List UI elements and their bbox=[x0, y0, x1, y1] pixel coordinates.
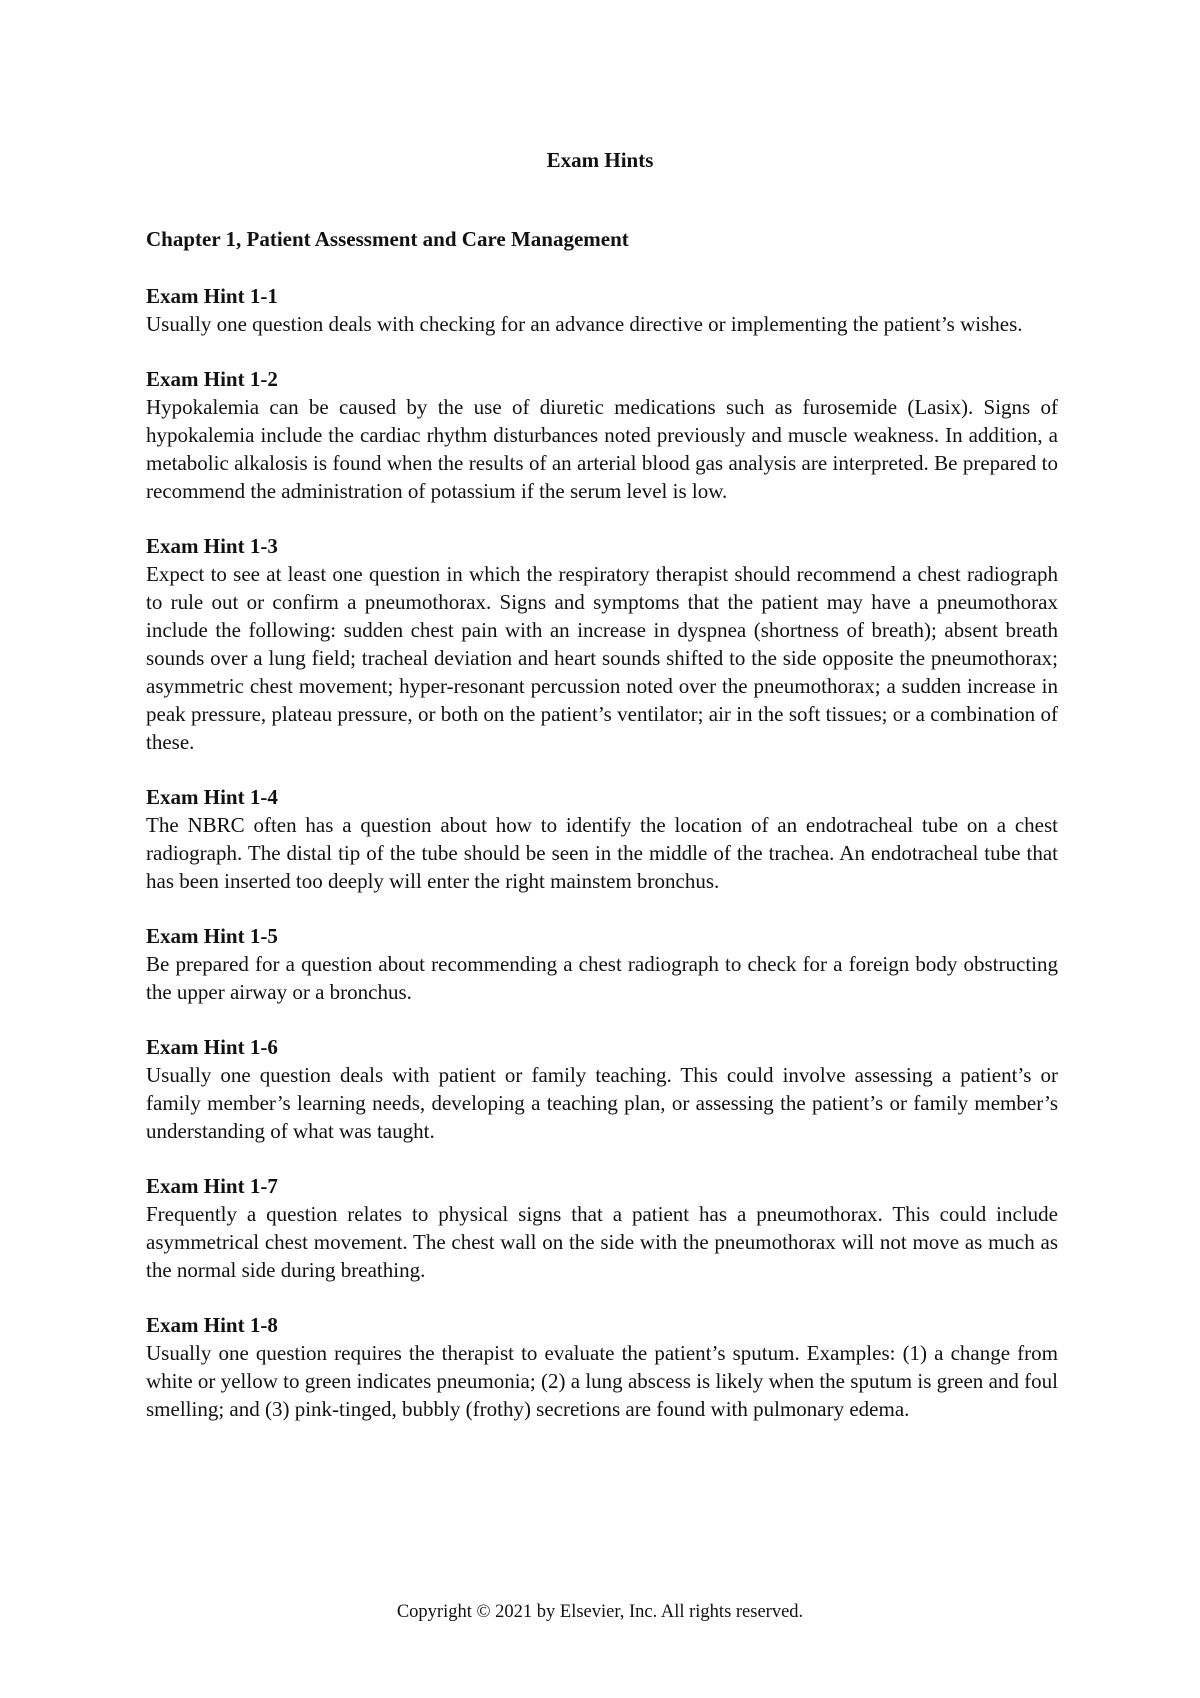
hint-body: Usually one question deals with checking for an advance directive or implementing the patient’s wishes. bbox=[146, 312, 1023, 336]
exam-hint bbox=[146, 1172, 1058, 1284]
hint-title: Exam Hint 1-7 bbox=[146, 1174, 278, 1198]
hint-body: Frequently a question relates to physical signs that a patient has a pneumothorax. This could include asymmetrical chest movement. The chest wall on the side with the pneumothorax will not move as much as the normal side during breathing. bbox=[146, 1202, 1058, 1282]
exam-hint bbox=[146, 365, 1058, 505]
hint-body: Be prepared for a question about recommending a chest radiograph to check for a foreign body obstructing the upper airway or a bronchus. bbox=[146, 952, 1058, 1004]
hint-title: Exam Hint 1-8 bbox=[146, 1313, 278, 1337]
copyright-footer: Copyright © 2021 by Elsevier, Inc. All rights reserved. bbox=[396, 1602, 804, 1622]
hint-title: Exam Hint 1-3 bbox=[146, 534, 278, 558]
exam-hint bbox=[146, 1311, 1058, 1423]
exam-hint bbox=[146, 1033, 1058, 1145]
hint-title: Exam Hint 1-4 bbox=[146, 785, 278, 809]
hints-list bbox=[146, 282, 1058, 1450]
hint-body: Usually one question deals with patient or family teaching. This could involve assessing a patient’s or family member’s learning needs, developing a teaching plan, or assessing the patient’s or family member’s understanding of what was taught. bbox=[146, 1063, 1058, 1143]
hint-body: The NBRC often has a question about how to identify the location of an endotracheal tube on a chest radiograph. The distal tip of the tube should be seen in the middle of the trachea. An endotracheal tube that has been inserted too deeply will enter the right mainstem bronchus. bbox=[146, 813, 1058, 893]
document-title: Exam Hints bbox=[546, 148, 654, 172]
hint-title: Exam Hint 1-2 bbox=[146, 367, 278, 391]
exam-hint bbox=[146, 783, 1058, 895]
hint-body: Expect to see at least one question in which the respiratory therapist should recommend a chest radiograph to rule out or confirm a pneumothorax. Signs and symptoms that the patient may have a pneumothorax include the following: sudden chest pain with an increase in dyspnea (shortness of breath); absent breath sounds over a lung field; tracheal deviation and heart sounds shifted to the side opposite the pneumothorax; asymmetric chest movement; hyper-resonant percussion noted over the pneumothorax; a sudden increase in peak pressure, plateau pressure, or both on the patient’s ventilator; air in the soft tissues; or a combination of these. bbox=[146, 562, 1058, 754]
hint-title: Exam Hint 1-1 bbox=[146, 284, 278, 308]
exam-hint bbox=[146, 532, 1058, 756]
hint-body: Hypokalemia can be caused by the use of diuretic medications such as furosemide (Lasix). Signs of hypokalemia include the cardiac rhythm disturbances noted previously and muscle weakness. In addition, a metabolic alkalosis is found when the results of an arterial blood gas analysis are interpreted. Be prepared to recommend the administration of potassium if the serum level is low. bbox=[146, 395, 1058, 503]
hint-body: Usually one question requires the therapist to evaluate the patient’s sputum. Examples: (1) a change from white or yellow to green indicates pneumonia; (2) a lung abscess is likely when the sputum is green and foul smelling; and (3) pink-tinged, bubbly (frothy) secretions are found with pulmonary edema. bbox=[146, 1341, 1058, 1421]
exam-hint bbox=[146, 282, 1058, 338]
chapter-heading: Chapter 1, Patient Assessment and Care Management bbox=[146, 227, 629, 251]
exam-hint bbox=[146, 922, 1058, 1006]
hint-title: Exam Hint 1-5 bbox=[146, 924, 278, 948]
hint-title: Exam Hint 1-6 bbox=[146, 1035, 278, 1059]
